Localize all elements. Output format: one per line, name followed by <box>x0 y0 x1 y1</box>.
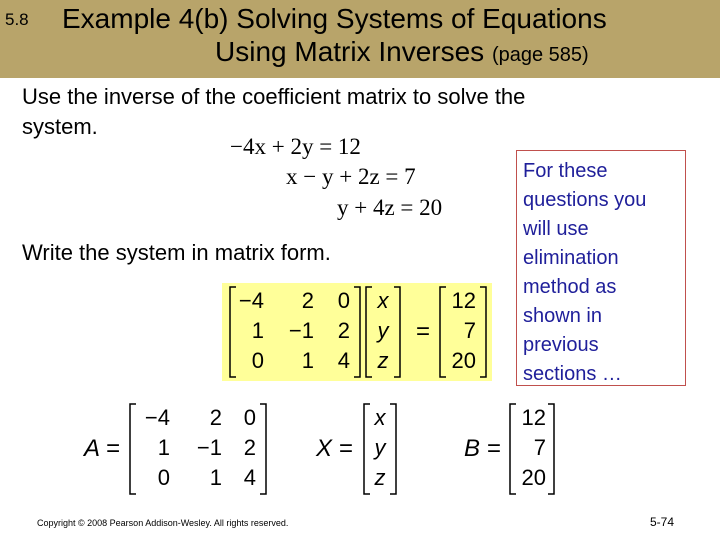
B-bracket-left <box>510 404 516 494</box>
A-bracket-left <box>130 404 136 494</box>
coef-cell: −4 <box>238 288 264 313</box>
note-line: method as <box>523 276 617 298</box>
X-cell: z <box>374 465 386 490</box>
title-text: Using Matrix Inverses <box>215 36 485 67</box>
slide-header <box>0 0 720 78</box>
const-cell: 12 <box>451 288 476 313</box>
instruction-line1: Use the inverse of the coefficient matrix to solve the <box>22 84 526 109</box>
note-line: previous <box>523 334 599 356</box>
A-bracket-right <box>260 404 266 494</box>
coef-bracket-left <box>230 287 236 377</box>
var-bracket-right <box>394 287 400 377</box>
X-cell: y <box>374 435 386 460</box>
coef-cell: 1 <box>301 348 314 373</box>
coef-cell: 2 <box>301 288 314 313</box>
const-cell: 7 <box>463 318 476 343</box>
coef-cell: 4 <box>337 348 350 373</box>
A-cell: 0 <box>157 465 170 490</box>
note-line: elimination <box>523 247 619 269</box>
note-line: sections … <box>523 363 622 385</box>
const-bracket-right <box>480 287 486 377</box>
note-line: questions you <box>523 189 647 211</box>
A-cell: 2 <box>209 405 222 430</box>
B-cell: 20 <box>521 465 546 490</box>
B-cell: 12 <box>521 405 546 430</box>
var-bracket-left <box>366 287 372 377</box>
matrix-B-label: B = <box>464 435 501 462</box>
matrix-X-label: X = <box>316 435 353 462</box>
equation-1: −4x + 2y = 12 <box>230 134 361 159</box>
section-number: 5.8 <box>5 10 29 29</box>
note-line: For these <box>523 160 608 182</box>
A-cell: 0 <box>243 405 256 430</box>
matrix-definitions <box>80 400 560 500</box>
const-bracket-left <box>440 287 446 377</box>
slide-title-line2 <box>215 36 589 68</box>
matrix-form-instruction: Write the system in matrix form. <box>22 240 331 265</box>
X-cell: x <box>374 405 386 430</box>
coef-cell: 2 <box>337 318 350 343</box>
copyright-footer: Copyright © 2008 Pearson Addison-Wesley. All rights reserved. <box>37 518 289 528</box>
coef-bracket-right <box>354 287 360 377</box>
page-number: 5-74 <box>650 515 675 529</box>
equation-3: y + 4z = 20 <box>337 195 443 220</box>
B-bracket-right <box>548 404 554 494</box>
var-cell: z <box>377 348 389 373</box>
matrix-A-label: A = <box>84 435 120 462</box>
A-cell: 4 <box>243 465 256 490</box>
A-cell: −1 <box>196 435 222 460</box>
page-reference: (page 585) <box>491 44 589 66</box>
instruction-line2: system. <box>22 114 98 139</box>
coef-cell: 1 <box>251 318 264 343</box>
X-bracket-left <box>364 404 370 494</box>
A-cell: −4 <box>144 405 170 430</box>
B-cell: 7 <box>533 435 546 460</box>
slide-title-line1: Example 4(b) Solving Systems of Equations <box>62 3 607 34</box>
X-bracket-right <box>390 404 396 494</box>
note-line: will use <box>523 218 589 240</box>
matrix-equation <box>222 283 492 381</box>
equation-2: x − y + 2z = 7 <box>286 164 416 189</box>
A-cell: 2 <box>243 435 256 460</box>
note-line: shown in <box>523 305 602 327</box>
coef-cell: −1 <box>288 318 314 343</box>
elimination-note <box>516 150 686 386</box>
const-cell: 20 <box>451 348 476 373</box>
A-cell: 1 <box>157 435 170 460</box>
var-cell: y <box>377 318 389 343</box>
coef-cell: 0 <box>251 348 264 373</box>
coef-cell: 0 <box>337 288 350 313</box>
var-cell: x <box>377 288 389 313</box>
A-cell: 1 <box>209 465 222 490</box>
equals-sign: = <box>415 318 431 345</box>
